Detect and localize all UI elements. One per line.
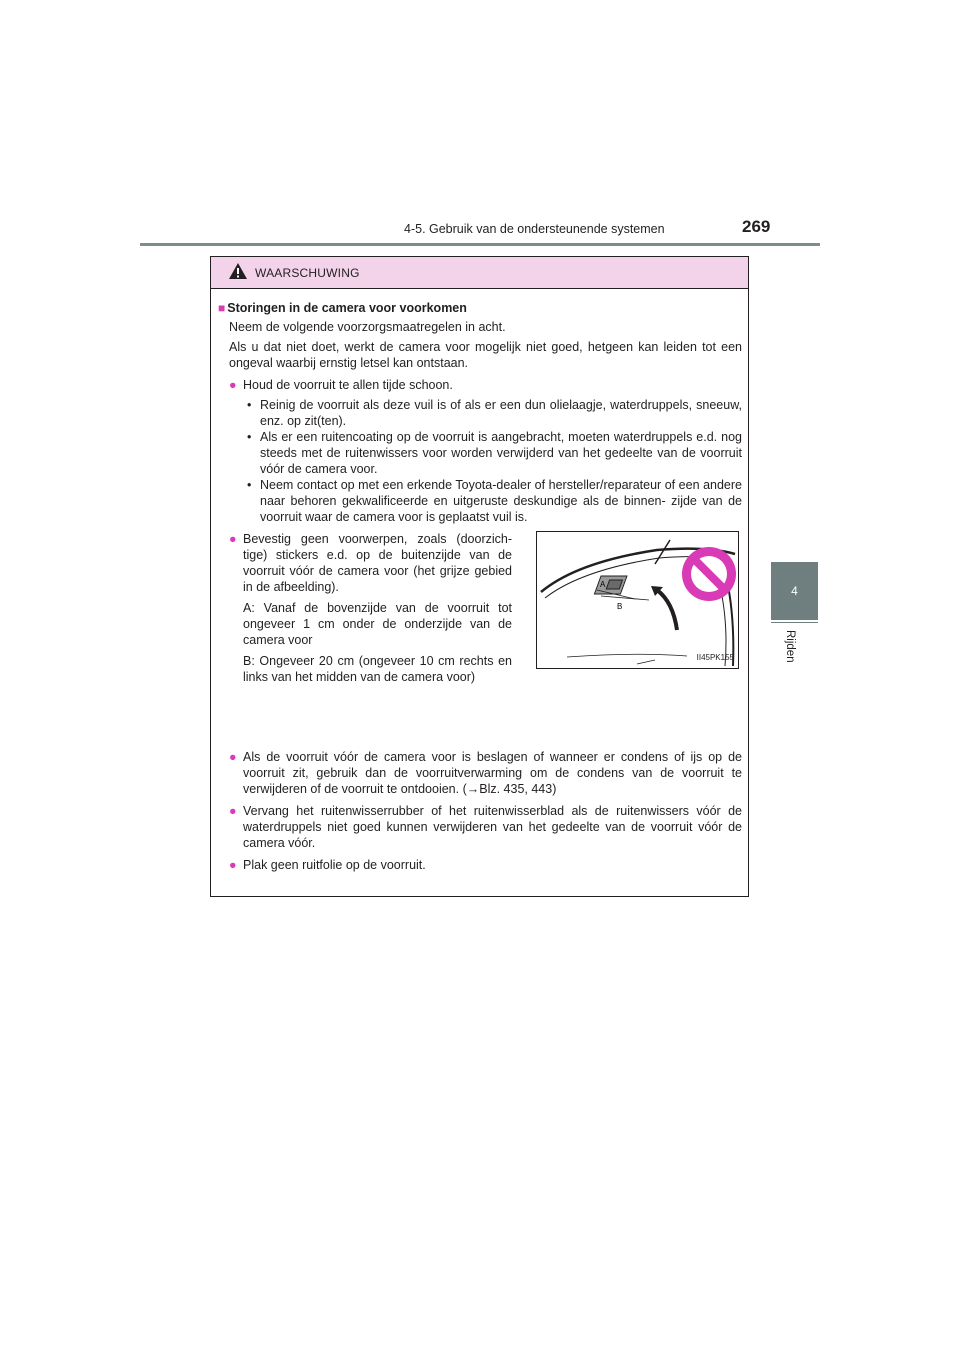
- page-number: 269: [742, 217, 771, 236]
- figure-code: II45PK155: [696, 653, 734, 662]
- sub-item: [247, 429, 742, 477]
- sticker-text: [229, 531, 512, 690]
- sub-item-text: Reinig de voorruit als deze vuil is of als er een dun olielaagje, waterdruppels, sneeuw, enz. op zit(ten).: [260, 398, 742, 428]
- list-item: [229, 749, 742, 797]
- warning-title: WAARSCHUWING: [255, 266, 360, 280]
- chapter-tab: 4: [771, 562, 818, 620]
- bullet-dot-icon: ●: [229, 378, 237, 392]
- warning-heading-text: Storingen in de camera voor voorkomen: [227, 301, 467, 315]
- paragraph: Als u dat niet doet, werkt de camera voor mogelijk niet goed, hetgeen kan leiden tot een ongeval waarbij ernstig letsel kan ontstaan.: [229, 340, 742, 370]
- paragraph: Neem de volgende voorzorgsmaatregelen in acht.: [229, 320, 506, 334]
- windshield-camera-figure: [536, 531, 739, 669]
- warning-triangle-icon: [228, 262, 248, 280]
- header-rule: [140, 243, 820, 246]
- sub-item: [247, 477, 742, 525]
- list-item-text: Plak geen ruitfolie op de voorruit.: [243, 858, 426, 872]
- bullet-dot-icon: ●: [229, 750, 237, 764]
- list-item: [229, 803, 742, 851]
- figure-label-a: A: [600, 580, 606, 589]
- list-item-text: Als de voorruit vóór de camera voor is beslagen of wanneer er condens of ijs op de voorruit zit, gebruik dan de voorruitverwarming om de condens van de voorruit te verwijderen of de voorruit te ontdooien. (→Blz. 435, 443): [243, 750, 742, 796]
- warning-heading: [218, 300, 742, 316]
- list-item-text: Vervang het ruitenwisserrubber of het ruitenwisserblad als de ruitenwissers vóór de waterdruppels niet goed kunnen verwijderen van het gedeelte van de voorruit vóór de camera vóór.: [243, 804, 742, 850]
- sub-bullet-icon: •: [247, 430, 252, 444]
- warning-content: [218, 300, 742, 877]
- windshield-illustration: [537, 532, 738, 668]
- note-a: A: Vanaf de bovenzijde van de voorruit tot ongeveer 1 cm onder de onderzijde van de camera voor: [243, 601, 512, 647]
- sub-item-text: Als er een ruitencoating op de voorruit is aangebracht, moeten waterdruppels e.d. nog steeds met de ruitenwissers voor worden verwijderd van het gedeelte van de voorruit vóór de camera voor.: [260, 430, 742, 476]
- note-b: B: Ongeveer 20 cm (ongeveer 10 cm rechts en links van het midden van de camera voor): [243, 654, 512, 684]
- bullet-dot-icon: ●: [229, 532, 237, 546]
- sub-bullet-icon: •: [247, 478, 252, 492]
- side-rule: [771, 622, 818, 623]
- list-item: [229, 857, 742, 873]
- list-item: [229, 377, 742, 393]
- section-title: 4-5. Gebruik van de ondersteunende systemen: [404, 222, 665, 236]
- list-item-text: Bevestig geen voorwerpen, zoals (doorzich- tige) stickers e.d. op de buitenzijde van de voorruit vóór de camera voor (het grijze gebied in de afbeelding).: [243, 532, 512, 594]
- chapter-label: Rijden: [784, 630, 796, 663]
- bullet-dot-icon: ●: [229, 804, 237, 818]
- warning-header: [211, 257, 748, 289]
- bullet-dot-icon: ●: [229, 858, 237, 872]
- sub-item-text: Neem contact op met een erkende Toyota-dealer of hersteller/reparateur of een andere naar behoren gekwalificeerde en uitgeruste deskundige als de binnen- zijde van de voorruit waar de camera voor is geplaatst vuil is.: [260, 478, 742, 524]
- list-item: [229, 531, 512, 595]
- figure-label-b: B: [617, 602, 623, 611]
- sub-item: [247, 397, 742, 429]
- sticker-section: [218, 531, 742, 743]
- square-bullet-icon: ■: [218, 301, 226, 315]
- list-item-text: Houd de voorruit te allen tijde schoon.: [243, 378, 453, 392]
- sub-bullet-icon: •: [247, 398, 252, 412]
- warning-box: [210, 256, 749, 897]
